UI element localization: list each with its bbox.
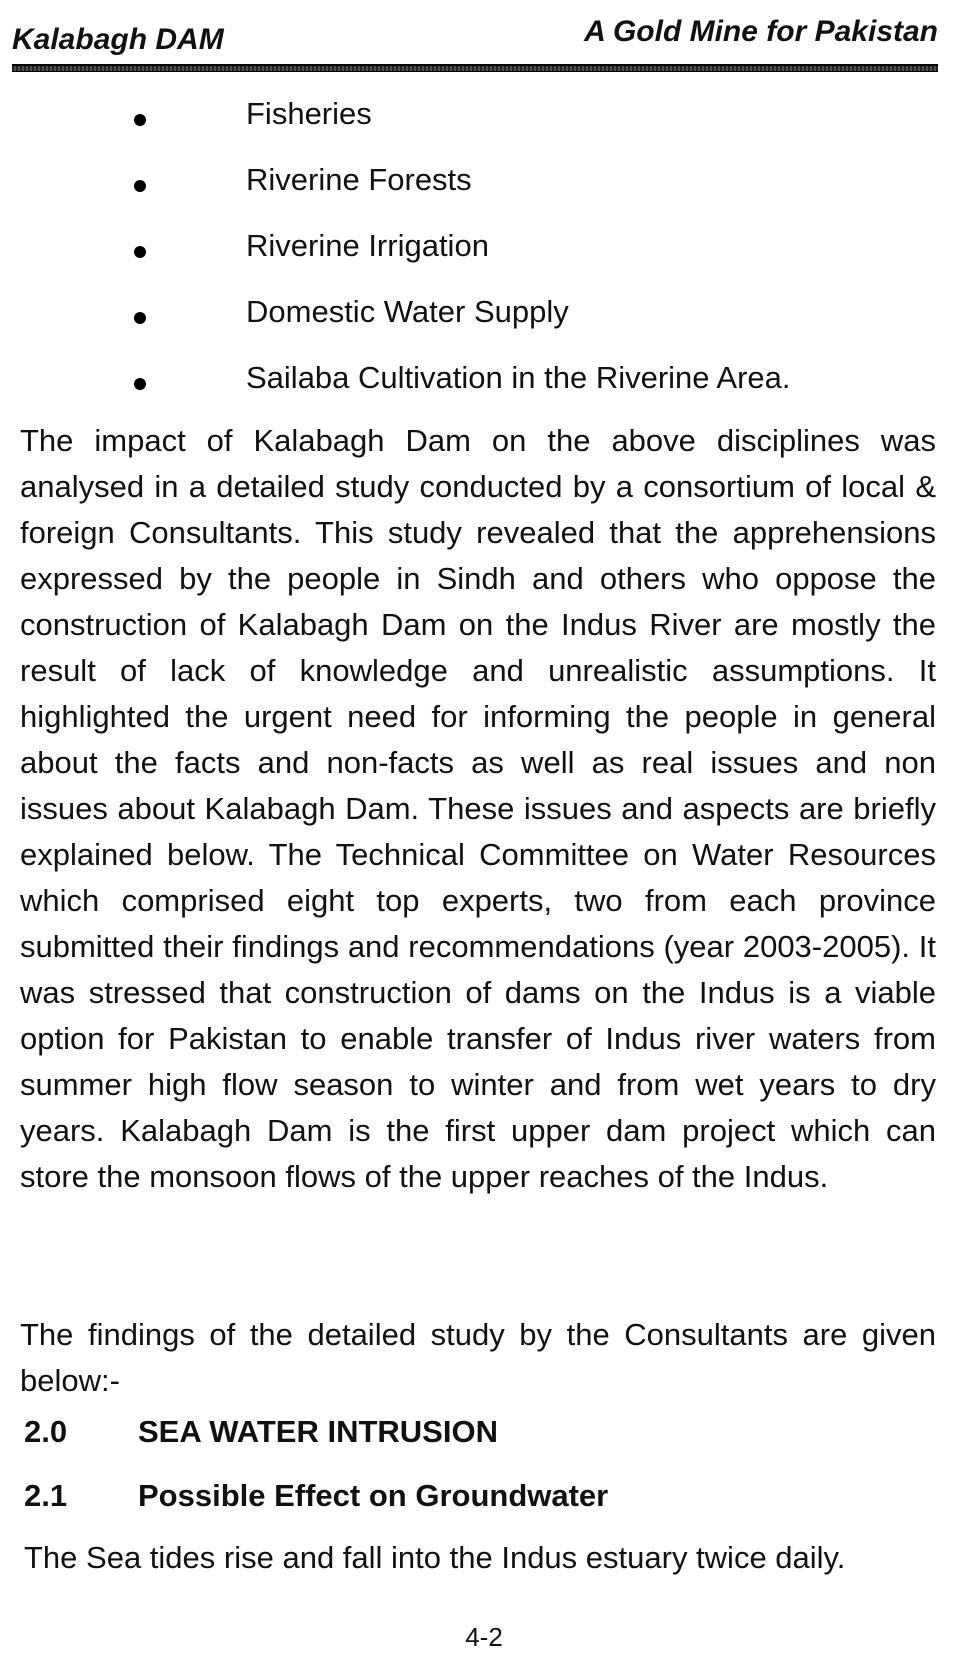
- section-number: 2.0: [24, 1414, 68, 1449]
- bullet-dot-icon: [134, 114, 146, 126]
- bullet-dot-icon: [134, 312, 146, 324]
- subsection-heading-groundwater: [24, 1476, 924, 1516]
- bullet-list: [0, 86, 968, 416]
- body-paragraph-sea-tides: The Sea tides rise and fall into the Indus estuary twice daily.: [24, 1540, 846, 1575]
- bullet-item: [0, 284, 968, 350]
- section-heading-sea-water-intrusion: [24, 1412, 924, 1452]
- body-paragraph-findings: The findings of the detailed study by the Consultants are given below:-: [20, 1317, 936, 1398]
- bullet-item: [0, 86, 968, 152]
- bullet-text: Riverine Irrigation: [246, 228, 489, 263]
- page-number: 4-2: [465, 1622, 503, 1652]
- subsection-number: 2.1: [24, 1478, 68, 1513]
- bullet-item: [0, 350, 968, 416]
- bullet-text: Riverine Forests: [246, 162, 472, 197]
- section-title: SEA WATER INTRUSION: [138, 1414, 498, 1449]
- header-right-title: A Gold Mine for Pakistan: [584, 15, 938, 48]
- body-paragraph-impact: The impact of Kalabagh Dam on the above disciplines was analysed in a detailed study conducted by a consortium of local & foreign Consultants. This study revealed that the apprehensions expressed by the people in Sindh and others who oppose the construction of Kalabagh Dam on the Indus River are mostly the result of lack of knowledge and unrealistic assumptions. It highlighted the urgent need for informing the people in general about the facts and non-facts as well as real issues and non issues about Kalabagh Dam. These issues and aspects are briefly explained below. The Technical Committee on Water Resources which comprised eight top experts, two from each province submitted their findings and recommendations (year 2003-2005). It was stressed that construction of dams on the Indus is a viable option for Pakistan to enable transfer of Indus river waters from summer high flow season to winter and from wet years to dry years. Kalabagh Dam is the first upper dam project which can store the monsoon flows of the upper reaches of the Indus.: [20, 423, 936, 1194]
- bullet-dot-icon: [134, 180, 146, 192]
- bullet-text: Sailaba Cultivation in the Riverine Area.: [246, 360, 791, 395]
- bullet-text: Domestic Water Supply: [246, 294, 569, 329]
- page-header: [12, 14, 938, 54]
- header-rule: [12, 64, 938, 72]
- header-left-title: Kalabagh DAM: [12, 23, 224, 56]
- bullet-dot-icon: [134, 246, 146, 258]
- bullet-text: Fisheries: [246, 96, 372, 131]
- bullet-item: [0, 218, 968, 284]
- bullet-dot-icon: [134, 378, 146, 390]
- bullet-item: [0, 152, 968, 218]
- subsection-title: Possible Effect on Groundwater: [138, 1478, 609, 1513]
